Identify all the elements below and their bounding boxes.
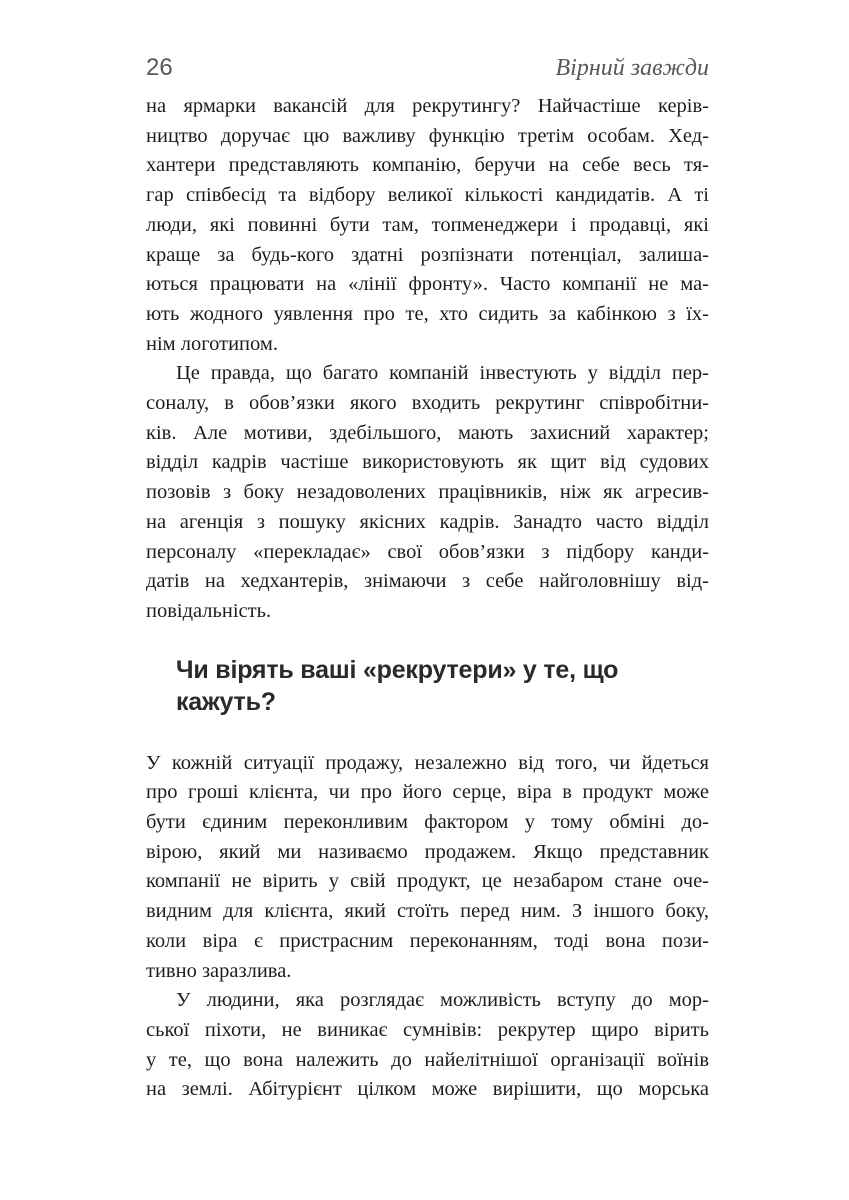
text-line: ються працювати на «лінії фронту». Часто компанії не ма-: [146, 273, 709, 296]
text-line: бути єдиним переконливим фактором у тому обміні до-: [146, 811, 709, 834]
text-line: краще за будь-кого здатні розпізнати потенціал, залиша-: [146, 243, 709, 266]
section-heading: Чи вірять ваші «рекрутери» у те, що кажуть?: [176, 655, 619, 716]
text-line: видним для клієнта, який стоїть перед ним. З іншого боку,: [146, 900, 709, 923]
paragraph: [146, 986, 709, 1105]
text-line: на ярмарки вакансій для рекрутингу? Найчастіше керів-: [146, 95, 709, 117]
text-line: у те, що вона належить до найелітнішої організації воїнів: [146, 1048, 709, 1071]
text-line: хантери представляють компанію, беручи на себе весь тя-: [146, 154, 709, 177]
running-title: Вірний завжди: [555, 55, 709, 81]
text-line: коли віра є пристрасним переконанням, тоді вона пози-: [146, 929, 709, 952]
text-line: датів на хедхантерів, знімаючи з себе найголовнішу від-: [146, 570, 709, 593]
text-line: позовів з боку незадоволених працівників, ніж як агресив-: [146, 481, 709, 504]
text-line: ків. Але мотиви, здебільшого, мають захисний характер;: [146, 421, 709, 444]
text-column: [146, 92, 709, 1105]
text-line: ють жодного уявлення про те, хто сидить за кабінкою з їх-: [146, 302, 709, 325]
text-line: У людини, яка розглядає можливість вступу до мор-: [176, 989, 709, 1012]
text-line: вірою, який ми називаємо продажем. Якщо представник: [146, 840, 709, 863]
text-line: нім логотипом.: [146, 332, 278, 355]
text-line: відділ кадрів частіше використовують як щит від судових: [146, 451, 709, 474]
paragraph: [146, 92, 709, 359]
text-line: Це правда, що багато компаній інвестують у відділ пер-: [176, 362, 709, 385]
text-line: компанії не вірить у свій продукт, це незабаром стане оче-: [146, 870, 709, 893]
text-line: люди, які повинні бути там, топменеджери і продавці, які: [146, 213, 709, 236]
paragraph: [146, 749, 709, 987]
text-line: ської піхоти, не виникає сумнівів: рекрутер щиро вірить: [146, 1018, 709, 1041]
text-line: на землі. Абітурієнт цілком може вирішити, що морська: [146, 1078, 709, 1101]
text-line: про гроші клієнта, чи про його серце, віра в продукт може: [146, 781, 709, 804]
text-line: на агенція з пошуку якісних кадрів. Занадто часто відділ: [146, 510, 709, 533]
text-line: повідальність.: [146, 599, 272, 622]
text-line: У кожній ситуації продажу, незалежно від того, чи йдеться: [146, 751, 709, 774]
text-line: тивно заразлива.: [146, 959, 292, 982]
text-line: соналу, в обов’язки якого входить рекрутинг співробітни-: [146, 392, 709, 415]
page-number: 26: [146, 54, 173, 81]
page-header: [146, 55, 709, 81]
text-line: персоналу «перекладає» свої обов’язки з підбору канди-: [146, 540, 709, 563]
paragraph: [146, 359, 709, 626]
text-line: гар співбесід та відбору великої кількості кандидатів. А ті: [146, 184, 709, 207]
text-line: ництво доручає цю важливу функцію третім особам. Хед-: [146, 124, 709, 147]
